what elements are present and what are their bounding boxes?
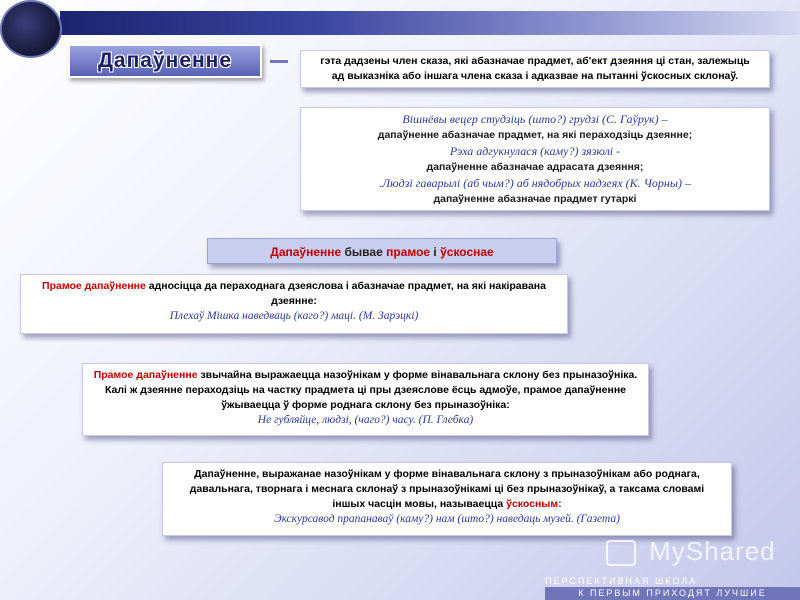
school-slogan: К ПЕРВЫМ ПРИХОДЯТ ЛУЧШИЕ bbox=[545, 587, 800, 600]
title-box bbox=[68, 44, 262, 78]
school-name: ПЕРСПЕКТИВНАЯ ШКОЛА bbox=[545, 576, 698, 586]
title-dash bbox=[270, 60, 288, 63]
direct1-example: Плехаў Мішка наведваць (каго?) маці. (М. Зарэцкі) bbox=[169, 310, 419, 322]
indirect-text: Дапаўненне, выражанае назоўнікам у форме вінавальнага склону з прыназоўнікам або роднага, давальнага, творнага і меснага склонаў з прыназоўнікамі ці без прыназоўнікаў, а таксама словамі іншых часцін мовы, называецца bbox=[189, 468, 705, 510]
example-1: Вішнёвы вецер студзіць (што?) грудзі (С. Гаўрук) – bbox=[402, 112, 668, 126]
watermark-text: MyShared bbox=[649, 536, 776, 566]
direct1-term: Прамое дапаўненне bbox=[42, 280, 146, 292]
direct2-text: звычайна выражаецца назоўнікам у форме вінавальнага склону без прыназоўніка. Калі ж дзеянне пераходзіць на частку прадмета ці пры дзеяслове ёсць адмоўе, прамое дапаўненне ўжываецца ў форме роднага склону без прыназоўніка: bbox=[104, 369, 638, 411]
types-word-2: бывае bbox=[341, 245, 387, 259]
direct-object-box-1 bbox=[20, 274, 568, 334]
page-title: Дапаўненне bbox=[97, 49, 233, 72]
example-2-explain: дапаўненне абазначае адрасата дзеяння; bbox=[426, 161, 644, 173]
types-bar bbox=[207, 238, 557, 264]
definition-box bbox=[300, 50, 770, 88]
types-word-4: і bbox=[430, 245, 441, 259]
types-word-1: Дапаўненне bbox=[270, 245, 342, 259]
example-2: Рэха адгукнулася (каму?) зязюлі - bbox=[449, 144, 621, 158]
top-banner bbox=[60, 11, 800, 35]
direct2-term: Прамое дапаўненне bbox=[93, 369, 198, 381]
example-3: .Людзі гаварылі (аб чым?) аб нядобрых надзеях (К. Чорны) – bbox=[379, 176, 691, 190]
direct1-text: адносіцца да пераходнага дзеяслова і абазначае прадмет, на які накіравана дзеянне: bbox=[145, 280, 546, 307]
example-1-explain: дапаўненне абазначае прадмет, на які пераходзіць дзеянне; bbox=[377, 129, 693, 141]
indirect-object-box bbox=[162, 462, 732, 536]
watermark bbox=[608, 536, 776, 570]
book-logo-icon bbox=[0, 0, 62, 58]
types-word-3: прамое bbox=[386, 245, 431, 259]
direct-object-box-2 bbox=[82, 363, 649, 436]
definition-line-2: ад выказніка або іншага члена сказа і адказвае на пытанні ўскосных склонаў. bbox=[331, 70, 739, 82]
direct2-example: Не губляйце, людзі, (чаго?) часу. (П. Глебка) bbox=[257, 414, 474, 426]
indirect-example: Экскурсавод прапанаваў (каму?) нам (што?) наведаць музей. (Газета) bbox=[274, 513, 620, 525]
example-3-explain: дапаўненне абазначае прадмет гутаркі bbox=[433, 193, 637, 205]
indirect-term: ўскосным: bbox=[506, 498, 562, 510]
types-word-5: ўскоснае bbox=[440, 245, 494, 259]
examples-box bbox=[300, 107, 770, 211]
definition-line-1: гэта дадзены член сказа, які абазначае прадмет, аб'ект дзеяння ці стан, залежыць bbox=[320, 55, 750, 67]
